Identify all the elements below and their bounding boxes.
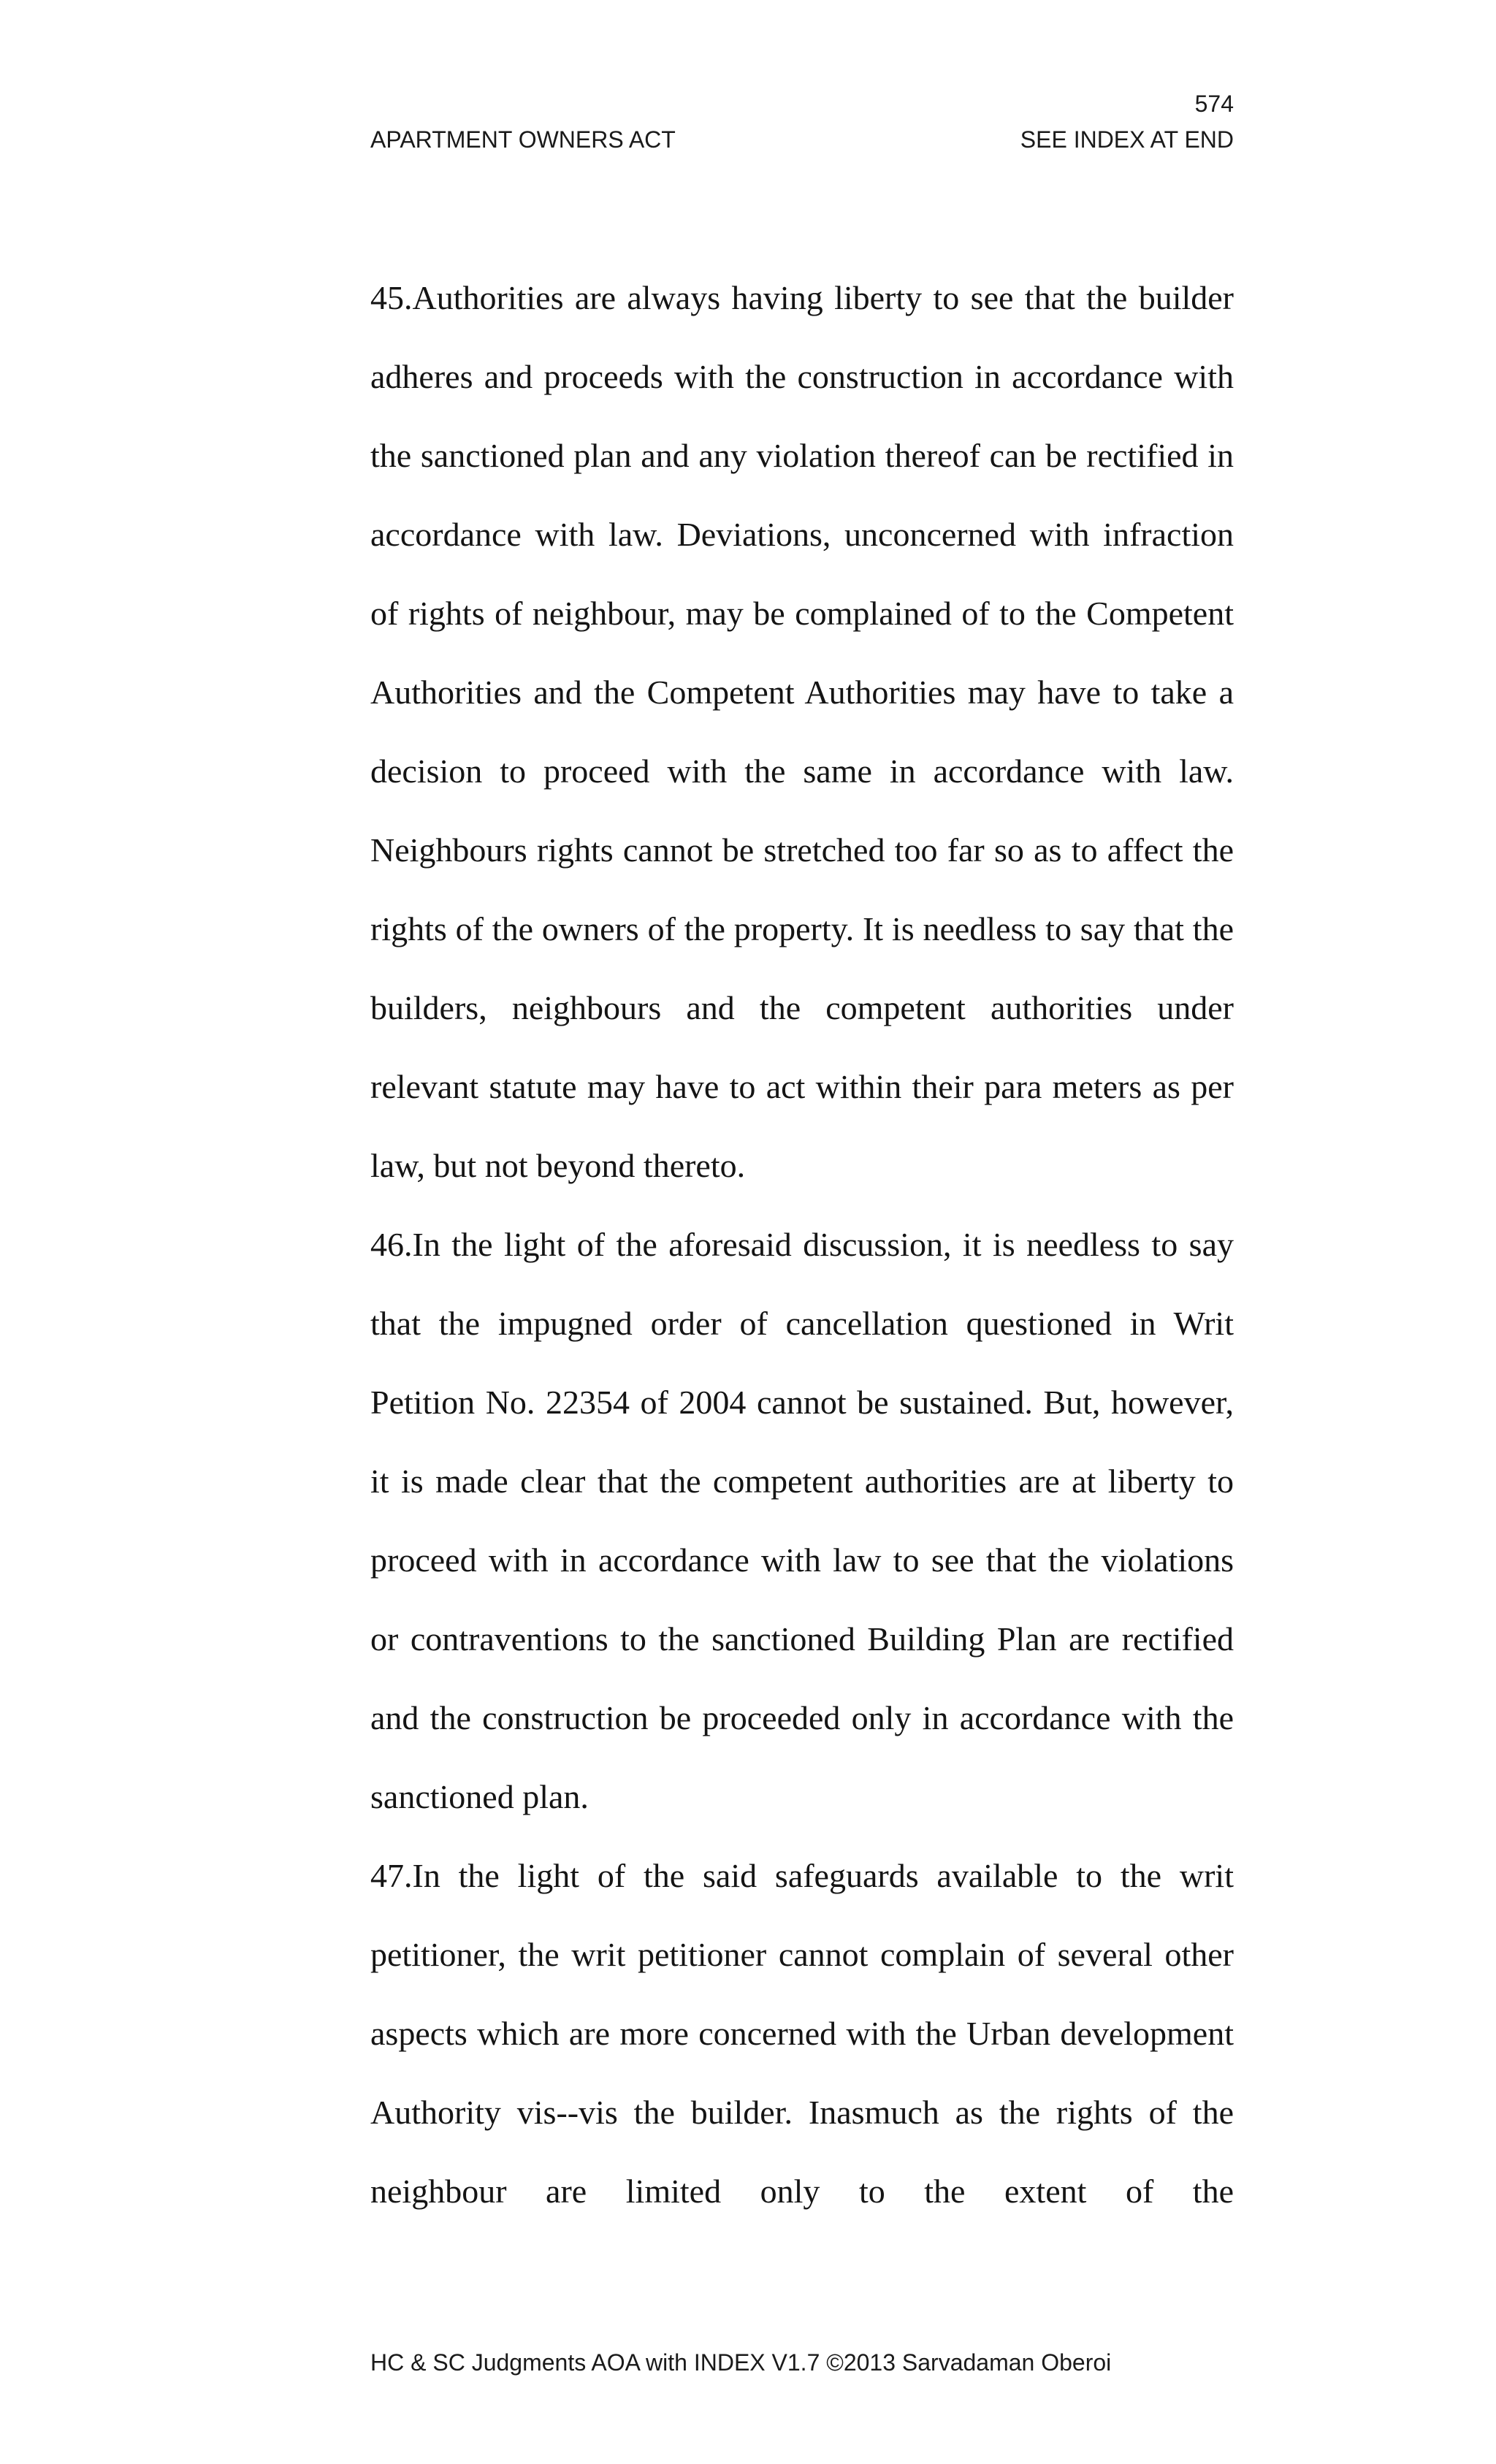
paragraph-46: 46.In the light of the aforesaid discussion, it is needless to say that the impugned order of cancellation questioned in Writ Petition No. 22354 of 2004 cannot be sustained. But, however, it is made clear that the competent authorities are at liberty to proceed with in accordance with law to see that the violations or contraventions to the sanctioned Building Plan are rectified and the construction be proceeded only in accordance with the sanctioned plan. <box>370 1226 1234 1815</box>
page-number: 574 <box>1194 91 1234 117</box>
page-footer: HC & SC Judgments AOA with INDEX V1.7 ©2013 Sarvadaman Oberoi <box>370 2349 1112 2376</box>
body-text <box>370 259 1234 2231</box>
paragraph-47: 47.In the light of the said safeguards available to the writ petitioner, the writ petitioner cannot complain of several other aspects which are more concerned with the Urban development Authority vis--vis the builder. Inasmuch as the rights of the neighbour are limited only to the extent of the <box>370 1857 1234 2210</box>
running-header <box>370 124 1234 155</box>
header-left-title: APARTMENT OWNERS ACT <box>370 126 676 153</box>
header-right-title: SEE INDEX AT END <box>1020 126 1234 153</box>
paragraph-45: 45.Authorities are always having liberty to see that the builder adheres and proceeds with the construction in accordance with the sanctioned plan and any violation thereof can be rectified in accordance with law. Deviations, unconcerned with infraction of rights of neighbour, may be complained of to the Competent Authorities and the Competent Authorities may have to take a decision to proceed with the same in accordance with law. Neighbours rights cannot be stretched too far so as to affect the rights of the owners of the property. It is needless to say that the builders, neighbours and the competent authorities under relevant statute may have to act within their para meters as per law, but not beyond thereto. <box>370 279 1234 1184</box>
